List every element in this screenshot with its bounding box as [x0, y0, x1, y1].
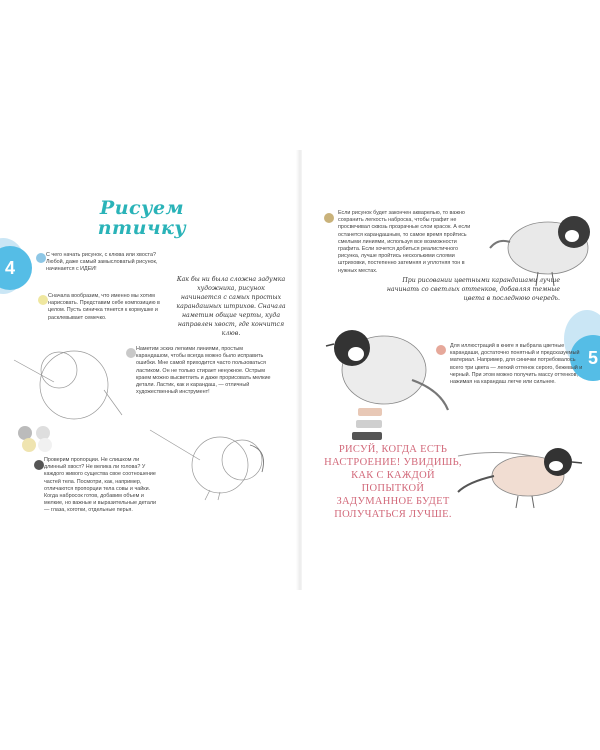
- salmon-dot-icon: [436, 345, 446, 355]
- sketch-step-text: Наметим эскиз легкими линиями, простым карандашом, чтобы всегда можно было исправить ошибки. Мне самой приходится часто пользоваться ластиком. Он не только стирает ненужное. Острым краем можно высветлить и даже прорисовать мелкие детали. Ластик, как и карандаш, — отличный художественный инструмент!: [136, 346, 271, 396]
- gray-dot-icon: [126, 348, 136, 358]
- script-note: Как бы ни была сложна задумка художника, рисунок начинается с самых простых карандашных штрихов. Сначала наметим общие черты, куда направлен хвост, где кончится клюв.: [176, 276, 286, 337]
- check-step-text: Проверим пропорции. Не слишком ли длинный хвост? Не велика ли голова? У каждого живого существа свое соотношение частей тела. Посмотри, как, например, отличаются пропорции тела совы и чайки. Когда набросок готов, добавим объем и мелкие, но важные и выразительные детали — глаза, коготки, отдельные перья.: [44, 457, 156, 514]
- yellow-dot-icon: [38, 295, 48, 305]
- pink-quote: РИСУЙ, КОГДА ЕСТЬ НАСТРОЕНИЕ! УВИДИШЬ, КАК С КАЖДОЙ ПОПЫТКОЙ ЗАДУМАННОЕ БУДЕТ ПОЛУЧАТЬСЯ ЛУЧШЕ.: [324, 444, 462, 520]
- bird-illustration-bottom: [458, 436, 588, 516]
- page-number-left: 4: [0, 246, 32, 290]
- sketch-circles-1: [14, 340, 124, 430]
- bird-illustration-middle: [312, 310, 452, 420]
- intro-text: С чего начать рисунок, с клюва или хвоста? Любой, даже самый замысловатый рисунок, начинается с ИДЕИ!: [46, 252, 158, 273]
- swatch-bar-beige: [358, 408, 382, 416]
- swatch-bar-gray: [356, 420, 382, 428]
- imagine-step-text: Сначала вообразим, что именно мы хотим нарисовать. Представим себе композицию в целом. Пусть синичка тянется к кормушке и расклевывает семечко.: [48, 293, 160, 321]
- right-page: [302, 150, 600, 590]
- swatch-yellow: [22, 438, 36, 452]
- page-title: Рисуем птичку: [97, 197, 187, 239]
- page-number-right: 5: [570, 335, 600, 381]
- sketch-bird-outline: [150, 420, 280, 500]
- blue-dot-icon: [36, 253, 46, 263]
- bird-illustration-top: [488, 198, 600, 288]
- book-spread: [0, 150, 600, 590]
- watercolor-text: Если рисунок будет закончен акварелью, то важно сохранить легкость наброска, чтобы графит не просвечивал сквозь прозрачные слои красок. А если останется карандашным, то самое время пройтись смелыми линиями, используя все возможности графита. Если хочется добиться реалистичного рисунка, лучше пройтись несколькими слоями штриховки, постепенно затемняя и уплотняя тон в нужных местах.: [338, 210, 471, 274]
- colored-pencil-tip: При рисовании цветными карандашами лучше начинать со светлых оттенков, добавляя темные цвета в последнюю очередь.: [386, 277, 560, 302]
- swatch-white: [38, 438, 52, 452]
- left-page: [0, 150, 298, 590]
- color-pencils-text: Для иллюстраций в книге я выбрала цветные карандаши, достаточно понятный и предсказуемый материал. Например, для синички потребовалось всего три цвета — легкий оттенок серого, бежевый и черный. При этом можно получить массу оттенков, нажимая на карандаш легче или сильнее.: [450, 343, 583, 386]
- gold-dot-icon: [324, 213, 334, 223]
- swatch-bar-dark: [352, 432, 382, 440]
- dark-dot-icon: [34, 460, 44, 470]
